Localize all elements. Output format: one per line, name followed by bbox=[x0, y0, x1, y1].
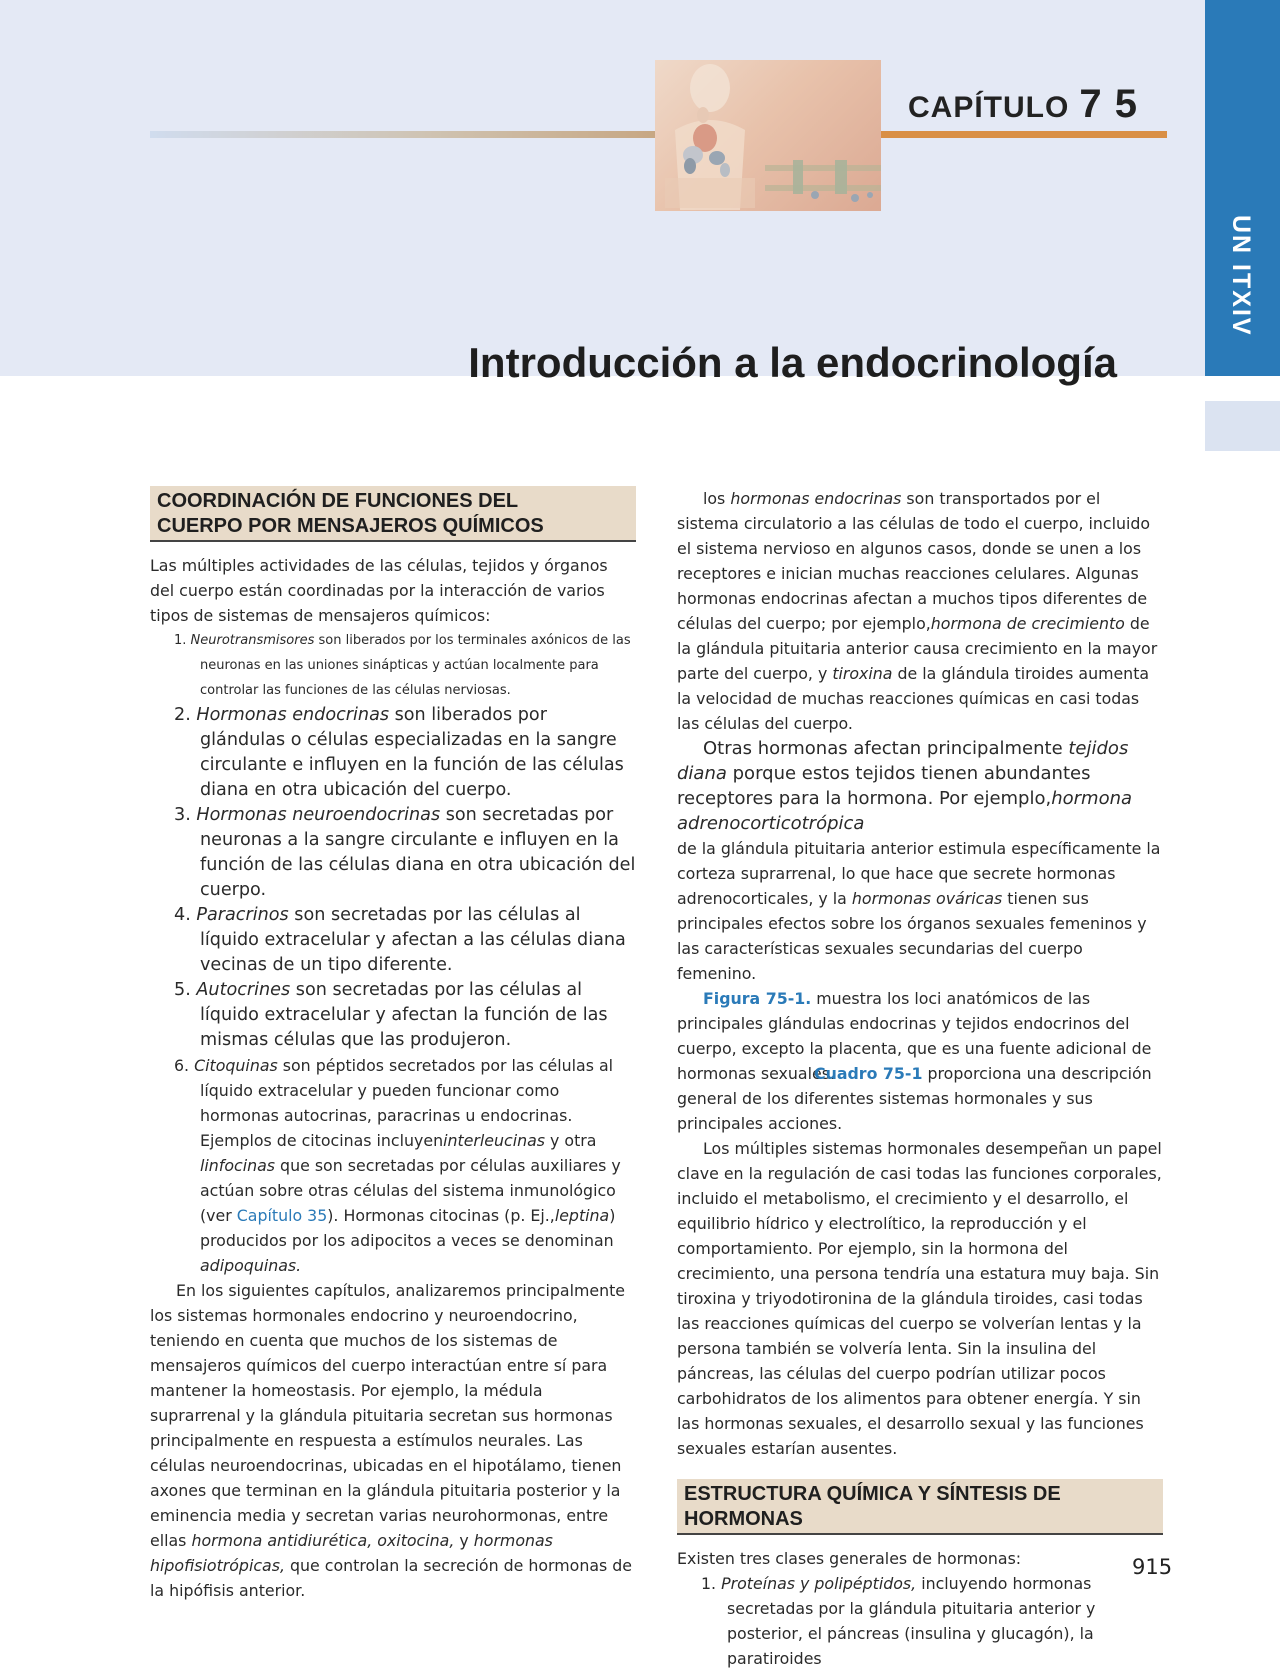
chapter-illustration bbox=[655, 60, 881, 211]
item-text: ). Hormonas citocinas (p. Ej., bbox=[327, 1206, 555, 1225]
paragraph-text: son transportados por el sistema circulatorio a las células de todo el cuerpo, incluido el sistema nervioso en algunos casos, donde se unen a los receptores e inician muchas reacciones celulares. Algunas hormonas endocrinas afectan a muchos tipos diferentes de células del cuerpo; por ejemplo, bbox=[677, 489, 1151, 633]
emphasis-term: hormonas endocrinas bbox=[730, 489, 902, 508]
side-tab-lower bbox=[1205, 401, 1280, 451]
item-text: son liberados por los terminales axónicos de las neuronas en las uniones sinápticas y actúan localmente para controlar las funciones de las células nerviosas. bbox=[200, 633, 631, 698]
section-heading-line: HORMONAS bbox=[684, 1508, 803, 1530]
item-number: 4. bbox=[174, 905, 191, 925]
right-column bbox=[677, 486, 1163, 1671]
item-text: son liberados por glándulas o células especializadas en la sangre circulante e influyen en la función de las células diana en otra ubicación del cuerpo. bbox=[200, 705, 624, 800]
paragraph-target-tissues bbox=[677, 736, 1163, 986]
paragraph-text: , bbox=[367, 1531, 378, 1550]
chapter-number: 7 5 bbox=[1079, 82, 1138, 126]
list-item bbox=[150, 978, 636, 1053]
list-item bbox=[150, 803, 636, 903]
item-number: 1. bbox=[701, 1574, 717, 1593]
section-heading-line: ESTRUCTURA QUÍMICA Y SÍNTESIS DE bbox=[684, 1483, 1061, 1505]
item-term: Paracrinos bbox=[196, 905, 289, 925]
chapter-word: CAPÍTULO bbox=[908, 91, 1070, 124]
chapter-35-link[interactable]: Capítulo 35 bbox=[236, 1206, 328, 1225]
item-text: que son secretadas por células auxiliares y actúan sobre otras células del sistema inmunológico (ver bbox=[200, 1156, 621, 1225]
closing-paragraph bbox=[150, 1278, 636, 1603]
item-term: Neurotransmisores bbox=[190, 633, 315, 648]
list-item bbox=[150, 628, 636, 703]
list-item bbox=[150, 903, 636, 978]
list-item bbox=[150, 703, 636, 803]
item-term: Proteínas y polipéptidos, bbox=[721, 1574, 917, 1593]
paragraph-text: muestra los loci anatómicos de las principales glándulas endocrinas y tejidos endocrinos del cuerpo, excepto la placenta, que es una fuente adicional de hormonas sexuales. bbox=[677, 989, 1152, 1083]
section-heading-coordination bbox=[150, 486, 636, 542]
emphasis-term: tiroxina bbox=[832, 664, 893, 683]
item-number: 1. bbox=[174, 633, 187, 648]
item-number: 5. bbox=[174, 980, 191, 1000]
header-rule-left bbox=[150, 131, 656, 138]
item-term: adipoquinas. bbox=[200, 1256, 302, 1275]
emphasis-term: hormona adrenocorticotrópica bbox=[677, 788, 1133, 834]
item-term: interleucinas bbox=[443, 1131, 546, 1150]
item-term: Hormonas endocrinas bbox=[196, 705, 390, 725]
emphasis-term: tejidos diana bbox=[677, 738, 1129, 784]
paragraph-text: los bbox=[703, 489, 731, 508]
section-heading-line: CUERPO POR MENSAJEROS QUÍMICOS bbox=[157, 515, 544, 537]
paragraph-text: de la glándula pituitaria anterior estimula específicamente la corteza suprarrenal, lo que hace que secrete hormonas adrenocorticales, y la bbox=[677, 839, 1161, 908]
unit-tab-label: UN ITXIV bbox=[1227, 215, 1255, 337]
item-text: y otra bbox=[545, 1131, 597, 1150]
table-75-1-link[interactable]: Cuadro 75-1 bbox=[813, 1064, 923, 1083]
emphasis-term: hormonas hipofisiotrópicas, bbox=[150, 1531, 553, 1575]
item-term: leptina bbox=[554, 1206, 610, 1225]
intro-paragraph: Las múltiples actividades de las células, tejidos y órganos del cuerpo están coordinadas por la interacción de varios tipos de sistemas de mensajeros químicos: bbox=[150, 556, 608, 625]
emphasis-term: hormonas ováricas bbox=[851, 889, 1003, 908]
item-text: son secretadas por las células al líquido extracelular y afectan la función de las mismas células que las produjeron. bbox=[200, 980, 608, 1050]
paragraph-text: que controlan la secreción de hormonas de la hipófisis anterior. bbox=[150, 1556, 633, 1600]
emphasis-term: hormona de crecimiento bbox=[930, 614, 1125, 633]
paragraph-text: de la glándula pituitaria anterior causa crecimiento en la mayor parte del cuerpo, y bbox=[677, 614, 1158, 683]
chapter-label bbox=[908, 82, 1138, 127]
chapter-header-band bbox=[0, 0, 1205, 376]
page-number: 915 bbox=[1132, 1555, 1173, 1579]
item-number: 6. bbox=[174, 1056, 190, 1075]
item-number: 3. bbox=[174, 805, 191, 825]
paragraph-text: proporciona una descripción general de los diferentes sistemas hormonales y sus principales acciones. bbox=[677, 1064, 1152, 1133]
paragraph-figure-reference bbox=[677, 986, 1163, 1136]
paragraph-text: porque estos tejidos tienen abundantes receptores para la hormona. Por ejemplo, bbox=[677, 763, 1091, 809]
list-item bbox=[677, 1571, 1163, 1671]
figure-75-1-link[interactable]: Figura 75-1. bbox=[703, 989, 812, 1008]
item-text: ) producidos por los adipocitos a veces se denominan bbox=[200, 1206, 616, 1250]
item-number: 2. bbox=[174, 705, 191, 725]
item-text: son secretadas por neuronas a la sangre circulante e influyen en la función de las células diana en otra ubicación del cuerpo. bbox=[200, 805, 636, 900]
emphasis-term: oxitocina, bbox=[377, 1531, 455, 1550]
item-term: linfocinas bbox=[200, 1156, 276, 1175]
hormone-class-list bbox=[677, 1571, 1163, 1671]
header-rule-right bbox=[880, 131, 1167, 138]
item-term: Autocrines bbox=[196, 980, 291, 1000]
messenger-list bbox=[150, 628, 636, 1278]
item-text: incluyendo hormonas secretadas por la glándula pituitaria anterior y posterior, el páncreas (insulina y glucagón), la paratiroides bbox=[727, 1574, 1096, 1668]
paragraph-text: y bbox=[454, 1531, 474, 1550]
paragraph-hormone-roles: Los múltiples sistemas hormonales desempeñan un papel clave en la regulación de casi todas las funciones corporales, incluido el metabolismo, el crecimiento y el desarrollo, el equilibrio hídrico y electrolítico, la reproducción y el comportamiento. Por ejemplo, sin la hormona del crecimiento, una persona tendría una estatura muy baja. Sin tiroxina y triyodotironina de la glándula tiroides, casi todas las reacciones químicas del cuerpo se volverían lentas y la persona también se volvería lenta. Sin la insulina del páncreas, las células del cuerpo podrían utilizar pocos carbohidratos de los alimentos para obtener energía. Y sin las hormonas sexuales, el desarrollo sexual y las funciones sexuales estarían ausentes. bbox=[677, 1139, 1162, 1458]
left-column bbox=[150, 486, 636, 1603]
item-term: Hormonas neuroendocrinas bbox=[196, 805, 441, 825]
paragraph-text: En los siguientes capítulos, analizaremos principalmente los sistemas hormonales endocrino y neuroendocrino, teniendo en cuenta que muchos de los sistemas de mensajeros químicos del cuerpo interactúan entre sí para mantener la homeostasis. Por ejemplo, la médula suprarrenal y la glándula pituitaria secretan sus hormonas principalmente en respuesta a estímulos neurales. Las células neuroendocrinas, ubicadas en el hipotálamo, tienen axones que terminan en la glándula pituitaria posterior y la eminencia media y secretan varias neurohormonas, entre ellas bbox=[150, 1281, 625, 1550]
paragraph-text: de la glándula tiroides aumenta la velocidad de muchas reacciones químicas en casi todas las células del cuerpo. bbox=[677, 664, 1150, 733]
paragraph-hormone-classes: Existen tres clases generales de hormonas: bbox=[677, 1549, 1022, 1568]
section-heading-line: COORDINACIÓN DE FUNCIONES DEL bbox=[157, 490, 519, 512]
endocrine-illustration bbox=[655, 60, 881, 211]
section-heading-structure bbox=[677, 1479, 1163, 1535]
page-title: Introducción a la endocrinología bbox=[468, 339, 1117, 387]
item-term: Citoquinas bbox=[194, 1056, 278, 1075]
paragraph-endocrine-transport bbox=[677, 486, 1163, 736]
emphasis-term: hormona antidiurética bbox=[191, 1531, 368, 1550]
item-text: son secretadas por las células al líquido extracelular y afectan a las células diana vecinas de un tipo diferente. bbox=[200, 905, 626, 975]
list-item bbox=[150, 1053, 636, 1278]
paragraph-text: Otras hormonas afectan principalmente bbox=[703, 738, 1069, 759]
paragraph-text: tienen sus principales efectos sobre los órganos sexuales femeninos y las características sexuales secundarias del cuerpo femenino. bbox=[677, 889, 1147, 983]
item-text: son péptidos secretados por las células al líquido extracelular y pueden funcionar como hormonas autocrinas, paracrinas u endocrinas. Ejemplos de citocinas incluyen bbox=[200, 1056, 614, 1150]
